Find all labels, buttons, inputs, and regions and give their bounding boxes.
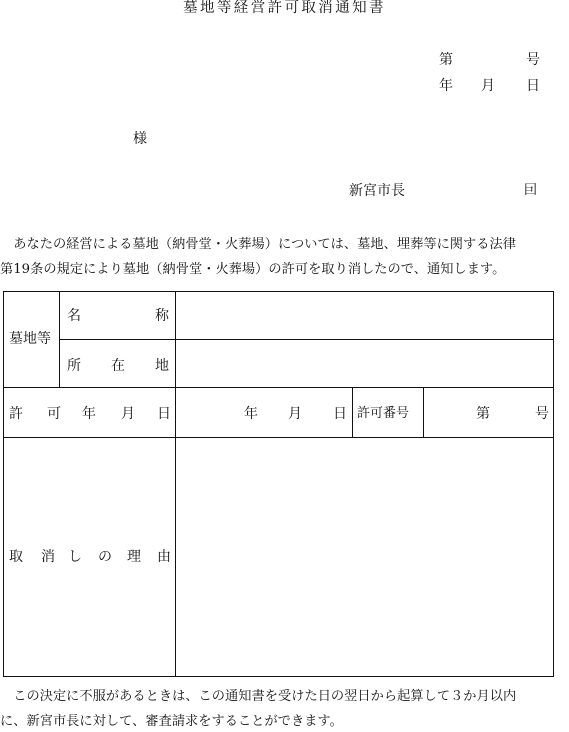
table-rule (352, 387, 353, 437)
seal-mark: 囙 (524, 183, 538, 198)
permit-number-label: 許可番号 (357, 406, 410, 421)
date-year-label: 年 (439, 78, 453, 94)
permit-number-dai: 第 (476, 406, 490, 422)
table-rule (175, 292, 176, 676)
permit-table (3, 291, 554, 677)
name-label-1: 名 (67, 308, 81, 324)
reason-label-6: 由 (157, 549, 171, 565)
permit-date-month: 月 (288, 406, 302, 422)
reason-label-4: の (98, 549, 112, 565)
issuer-name: 新宮市長 (349, 183, 405, 199)
reason-label-1: 取 (9, 549, 23, 565)
reason-label-2: 消 (41, 549, 55, 565)
location-label-1: 所 (67, 358, 81, 374)
footer-line-1: この決定に不服があるときは、この通知書を受けた日の翌日から起算して３か月以内 (0, 689, 517, 704)
permit-number-go: 号 (535, 406, 549, 422)
permit-date-label-4: 月 (121, 406, 135, 422)
reason-label-3: し (68, 549, 82, 565)
cemetery-header: 墓地等 (9, 331, 51, 347)
permit-date-label-3: 年 (82, 406, 96, 422)
addressee-suffix: 様 (133, 131, 147, 147)
document-title: 墓地等経営許可取消通知書 (183, 0, 386, 16)
table-rule (4, 437, 553, 438)
name-label-2: 称 (155, 308, 169, 324)
number-label-dai: 第 (439, 52, 453, 68)
table-rule (4, 387, 553, 388)
location-label-2: 在 (111, 358, 125, 374)
location-label-3: 地 (155, 358, 169, 374)
table-rule (423, 387, 424, 437)
date-day-label: 日 (526, 78, 540, 94)
body-line-2: 第19条の規定により墓地（納骨堂・火葬場）の許可を取り消したので、通知します。 (0, 262, 506, 277)
permit-date-day: 日 (333, 406, 347, 422)
permit-date-label-2: 可 (47, 406, 61, 422)
footer-line-2: に、新宮市長に対して、審査請求をすることができます。 (0, 714, 343, 729)
permit-date-label-1: 許 (9, 406, 23, 422)
table-rule (59, 339, 553, 340)
body-line-1: あなたの経営による墓地（納骨堂・火葬場）については、墓地、埋葬等に関する法律 (0, 237, 516, 252)
permit-date-year: 年 (244, 406, 258, 422)
permit-date-label-5: 日 (157, 406, 171, 422)
number-label-go: 号 (526, 52, 540, 68)
table-rule (59, 292, 60, 387)
reason-label-5: 理 (127, 549, 141, 565)
date-month-label: 月 (481, 78, 495, 94)
